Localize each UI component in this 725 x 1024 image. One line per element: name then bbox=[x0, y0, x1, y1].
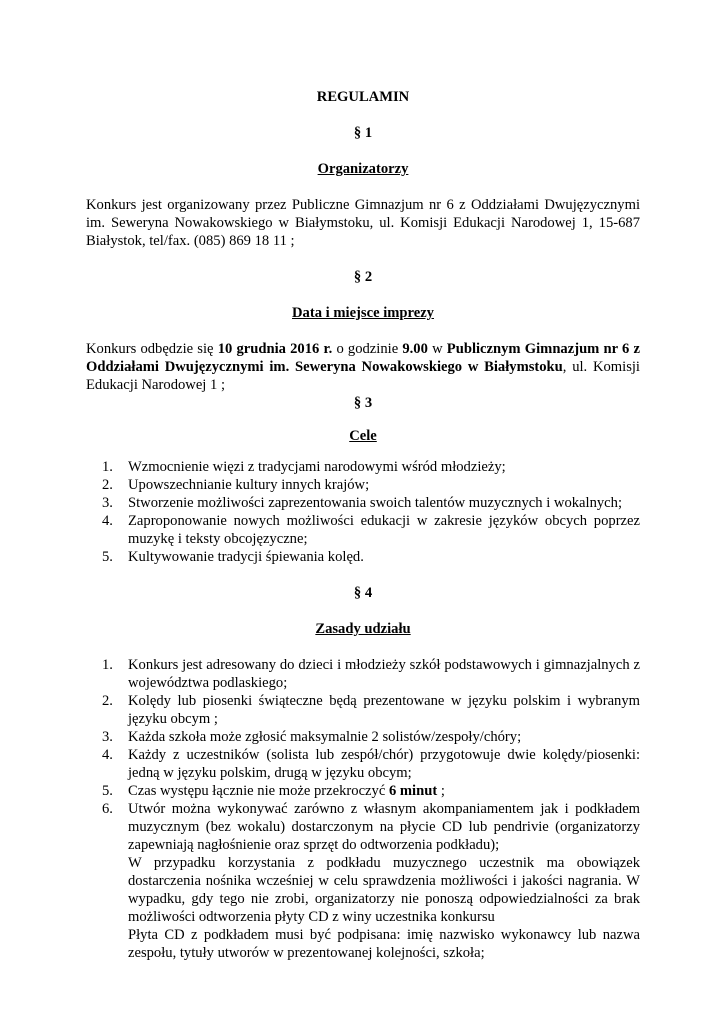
list-item-text: Wzmocnienie więzi z tradycjami narodowymi wśród młodzieży; bbox=[128, 459, 506, 475]
list-item bbox=[102, 746, 640, 782]
list-item-number: 3. bbox=[102, 495, 113, 511]
list-item-number: 5. bbox=[102, 549, 113, 565]
list-item bbox=[102, 476, 640, 494]
list-item-number: 2. bbox=[102, 693, 113, 709]
document-page bbox=[86, 88, 640, 980]
list-item-number: 1. bbox=[102, 657, 113, 673]
section-2-part3: w bbox=[427, 341, 447, 357]
list-item-text: Kolędy lub piosenki świąteczne będą prezentowane w języku polskim i wybranym języku obcym ; bbox=[128, 693, 640, 727]
list-item-number: 2. bbox=[102, 477, 113, 493]
list-item-text-end: ; bbox=[437, 783, 445, 799]
list-item-text: Upowszechnianie kultury innych krajów; bbox=[128, 477, 370, 493]
section-3-heading: Cele bbox=[349, 428, 377, 444]
list-item bbox=[102, 728, 640, 746]
list-item-number: 4. bbox=[102, 513, 113, 529]
section-1-number: § 1 bbox=[353, 125, 373, 141]
section-2-part1: Konkurs odbędzie się bbox=[86, 341, 218, 357]
list-item-text: Utwór można wykonywać zarówno z własnym akompaniamentem jak i podkładem muzycznym (bez wokalu) dostarczonym na płycie CD lub pendrivie (organizatorzy zapewniają nagłośnienie oraz sprzęt do odtworzenia podkładu); bbox=[128, 801, 640, 853]
event-date: 10 grudnia 2016 r. bbox=[217, 341, 333, 357]
section-2-heading: Data i miejsce imprezy bbox=[292, 305, 434, 321]
section-1-text: Konkurs jest organizowany przez Publiczne Gimnazjum nr 6 z Oddziałami Dwujęzycznymi im. Seweryna Nowakowskiego w Białymstoku, ul. Komisji Edukacji Narodowej 1, 15-687 Białystok, tel/fax. (085) 869 18 11 ; bbox=[86, 197, 640, 249]
section-2-part2: o godzinie bbox=[332, 341, 403, 357]
list-item-number: 5. bbox=[102, 783, 113, 799]
list-item bbox=[102, 494, 640, 512]
list-item bbox=[102, 782, 640, 800]
goals-list bbox=[86, 458, 640, 566]
list-item-text: Czas występu łącznie nie może przekroczyć bbox=[128, 783, 389, 799]
section-2-text bbox=[86, 340, 640, 394]
list-item-text: Każdy z uczestników (solista lub zespół/chór) przygotowuje dwie kolędy/piosenki: jedną w języku polskim, drugą w języku obcym; bbox=[128, 747, 640, 781]
list-item-subparagraph: W przypadku korzystania z podkładu muzycznego uczestnik ma obowiązek dostarczenia nośnika wcześniej w celu sprawdzenia możliwości i jakości nagrania. W wypadku, gdy tego nie zrobi, organizatorzy nie ponoszą odpowiedzialności za brak możliwości odtworzenia płyty CD z winy uczestnika konkursu bbox=[128, 855, 640, 925]
list-item bbox=[102, 656, 640, 692]
section-2-number: § 2 bbox=[353, 269, 373, 285]
list-item-text: Zaproponowanie nowych możliwości edukacji w zakresie języków obcych poprzez muzykę i teksty obcojęzyczne; bbox=[128, 513, 640, 547]
list-item-number: 6. bbox=[102, 801, 113, 817]
list-item-number: 4. bbox=[102, 747, 113, 763]
event-place: Publicznym Gimnazjum nr 6 z Oddziałami Dwujęzycznymi im. Seweryna Nowakowskiego w Białymstoku bbox=[86, 341, 640, 375]
section-1-heading: Organizatorzy bbox=[317, 161, 409, 177]
list-item-text: Kultywowanie tradycji śpiewania kolęd. bbox=[128, 549, 364, 565]
list-item bbox=[102, 458, 640, 476]
rules-list bbox=[86, 656, 640, 962]
event-time: 9.00 bbox=[402, 341, 428, 357]
list-item-number: 3. bbox=[102, 729, 113, 745]
document-title: REGULAMIN bbox=[316, 89, 410, 105]
list-item bbox=[102, 692, 640, 728]
list-item bbox=[102, 548, 640, 566]
section-4-number: § 4 bbox=[353, 585, 373, 601]
list-item-text: Każda szkoła może zgłosić maksymalnie 2 solistów/zespoły/chóry; bbox=[128, 729, 522, 745]
list-item bbox=[102, 800, 640, 962]
section-3-number: § 3 bbox=[353, 395, 373, 411]
list-item-subparagraph: Płyta CD z podkładem musi być podpisana: imię nazwisko wykonawcy lub nazwa zespołu, tytuły utworów w prezentowanej kolejności, szkoła; bbox=[128, 927, 640, 961]
section-4-heading: Zasady udziału bbox=[315, 621, 411, 637]
list-item-text: Stworzenie możliwości zaprezentowania swoich talentów muzycznych i wokalnych; bbox=[128, 495, 622, 511]
list-item bbox=[102, 512, 640, 548]
time-limit: 6 minut bbox=[388, 783, 438, 799]
section-2-part4: , ul. Komisji Edukacji Narodowej 1 ; bbox=[86, 359, 640, 393]
list-item-text: Konkurs jest adresowany do dzieci i młodzieży szkół podstawowych i gimnazjalnych z województwa podlaskiego; bbox=[128, 657, 640, 691]
list-item-number: 1. bbox=[102, 459, 113, 475]
